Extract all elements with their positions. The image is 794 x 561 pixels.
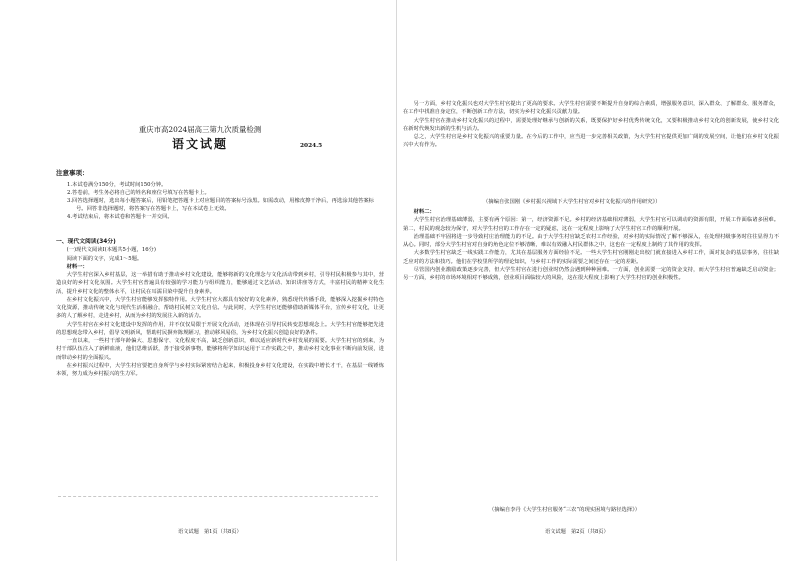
material-label: 材料一： xyxy=(66,263,88,270)
notice-item: 1.本试卷满分150分，考试时间150分钟。 xyxy=(67,182,167,188)
section-title: 一、现代文阅读(34分) xyxy=(56,239,116,245)
paragraph: 在乡村振兴过程中，大学生村官要把自身所学与乡村实际紧密结合起来，积极投身乡村文化建设，在实践中增长才干，在基层一线锤炼本领，努力成为乡村振兴的生力军。 xyxy=(56,362,384,378)
material-label: 材料二： xyxy=(413,209,435,215)
page-footer: 语文试题 第1页（共8页） xyxy=(178,529,242,535)
subsection-title: (一)现代文阅读Ⅰ(本题共5小题，16分) xyxy=(66,247,156,254)
paragraph: 大学生村官深入乡村基层，这一举措有助于推动乡村文化建设，能够将新的文化理念与文化活动带到乡村，引导村民积极参与其中，营造良好的乡村文化氛围。大学生村官普遍具有较强的学习能力与组织能力，能够通过文艺活动、知识讲座等方式，丰富村民的精神文化生活，提升乡村文化的整体水平，让村民在耳濡目染中提升自身素养。 xyxy=(56,272,384,295)
page-2 xyxy=(397,0,794,561)
paragraph: 治理基础不牢固将进一步导致村庄治理能力的不足。由于大学生村官缺乏农村工作经验，对乡村的实际情况了解不够深入，在处理村级事务时往往显得力不从心。同时，部分大学生村官对自身的角色定位不够清晰，难以有效融入村民群体之中，这也在一定程度上制约了其作用的发挥。 xyxy=(403,233,779,248)
subject-title: 语文试题 xyxy=(171,137,228,151)
exam-date: 2024.5 xyxy=(300,143,323,149)
reading-instruction: 阅读下面的文字，完成1～5题。 xyxy=(66,255,143,262)
notice-item: 3.回答选择题时，选出每小题答案后，用铅笔把答题卡上对应题目的答案标号涂黑。如需改动，用橡皮擦干净后，再选涂其他答案标号。回答非选择题时，将答案写在答题卡上，写在本试卷上无效。 xyxy=(67,198,374,213)
source-citation: （摘编自李丹《大学生村官服务“三农”的现实困境与路径选择》） xyxy=(489,507,641,513)
notice-item: 4.考试结束后，将本试卷和答题卡一并交回。 xyxy=(67,214,173,221)
paragraph: 大学生村官治理基础薄弱，主要有两个原因：第一，经济资源不足。乡村的经济基础相对薄弱，大学生村官可以调动的资源有限，开展工作面临诸多困难。第二，村民的观念较为保守，对大学生村官的工作存在一定的疑虑，这在一定程度上影响了大学生村官工作的顺利开展。 xyxy=(403,217,779,232)
notice-item: 2.答卷前，考生务必将自己的姓名和座位号填写在答题卡上。 xyxy=(67,190,210,197)
paragraph: 总之，大学生村官是乡村文化振兴的重要力量。在今后的工作中，应当进一步完善相关政策，为大学生村官提供更加广阔的发展空间，让他们在乡村文化振兴中大有作为。 xyxy=(403,134,779,149)
paragraph: 大学生村官在推动乡村文化振兴的过程中，需要处理好继承与创新的关系，既要保护好乡村优秀传统文化，又要积极推动乡村文化的创新发展，使乡村文化在新时代焕发出新的生机与活力。 xyxy=(403,117,779,132)
exam-title: 重庆市高2024届高三第九次质量检测 xyxy=(138,125,262,134)
page2-block-a xyxy=(403,100,779,198)
paragraph: 一直以来，一些村干部年龄偏大、思想保守、文化程度不高，缺乏创新意识，难以适应新时代乡村发展的需要。大学生村官的到来，为村干部队伍注入了新鲜血液，他们思维活跃，善于接受新事物，能够将所学知识运用于工作实践之中，推动乡村文化事业不断向前发展，进而带动乡村的全面振兴。 xyxy=(56,338,384,361)
paragraph: 大学生村官在乡村文化建设中发挥的作用，并不仅仅局限于开展文化活动，还体现在引导村民转变思想观念上。大学生村官能够把先进的思想观念带入乡村，倡导文明新风，帮助村民摒弃陈规陋习，推动移风易俗，为乡村文化振兴创造良好的条件。 xyxy=(56,321,384,336)
page2-block-b xyxy=(403,208,779,504)
page-footer: 语文试题 第2页（共8页） xyxy=(545,529,609,535)
divider xyxy=(58,496,378,497)
source-citation: （摘编自张国刚《乡村振兴视域下大学生村官对乡村文化振兴的作用研究》） xyxy=(483,199,661,205)
section-one xyxy=(56,238,384,523)
paragraph: 在乡村文化振兴中，大学生村官能够发挥独特作用。大学生村官大都具有较好的文化素养，熟悉现代传播手段，能够深入挖掘乡村特色文化资源，推动传统文化与现代生活相融合，帮助村民树立文化自信。与此同时，大学生村官还能够借助新媒体平台，宣传乡村文化，让更多的人了解乡村，走进乡村，从而为乡村的发展注入新的活力。 xyxy=(56,296,384,320)
notice-list xyxy=(62,181,382,221)
paragraph: 尽管国内创业激励政策逐步完善，但大学生村官在进行创业时仍然会遇到种种困难。一方面，创业需要一定的资金支持，而大学生村官普遍缺乏启动资金；另一方面，乡村的市场环境相对不够成熟，创业项目面临较大的风险，这在很大程度上影响了大学生村官的创业积极性。 xyxy=(403,266,779,281)
paragraph: 另一方面，乡村文化振兴也对大学生村官提出了更高的要求。大学生村官需要不断提升自身的综合素质，增强服务意识，深入群众、了解群众、服务群众，在工作中找准自身定位，不断创新工作方法，切实为乡村文化振兴贡献力量。 xyxy=(403,101,779,116)
paragraph: 大多数学生村官缺乏一线实践工作能力，尤其在基层服务方面经验不足。一些大学生村官刚刚走出校门就直接进入乡村工作，面对复杂的基层事务，往往缺乏应对的方法和技巧。他们在学校里所学的理论知识，与乡村工作的实际需要之间还存在一定的差距。 xyxy=(403,250,779,265)
notice-title: 注意事项： xyxy=(56,169,89,177)
